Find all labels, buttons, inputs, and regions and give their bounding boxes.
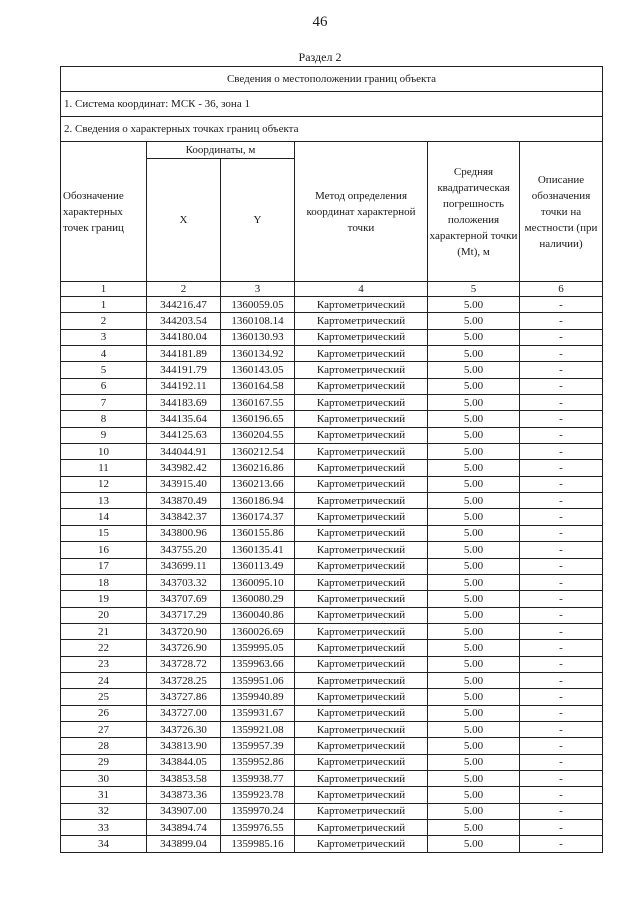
accuracy-cell: 5.00 <box>428 395 520 411</box>
description-cell: - <box>520 444 603 460</box>
header-accuracy: Средняя квадратическая погрешность положения характерной точки (Mt), м <box>428 142 520 282</box>
method-cell: Картометрический <box>295 411 428 427</box>
column-number: 6 <box>520 282 603 297</box>
description-cell: - <box>520 754 603 770</box>
method-cell: Картометрический <box>295 313 428 329</box>
coord-x-cell: 343842.37 <box>147 509 221 525</box>
method-cell: Картометрический <box>295 362 428 378</box>
coord-x-cell: 344180.04 <box>147 329 221 345</box>
coord-x-cell: 343853.58 <box>147 770 221 786</box>
table-row <box>61 427 603 443</box>
description-cell: - <box>520 509 603 525</box>
method-cell: Картометрический <box>295 558 428 574</box>
point-number-cell: 25 <box>61 689 147 705</box>
table-row <box>61 395 603 411</box>
method-cell: Картометрический <box>295 542 428 558</box>
method-cell: Картометрический <box>295 493 428 509</box>
coord-y-cell: 1360196.65 <box>221 411 295 427</box>
description-cell: - <box>520 721 603 737</box>
description-cell: - <box>520 329 603 345</box>
description-cell: - <box>520 803 603 819</box>
point-number-cell: 33 <box>61 820 147 836</box>
point-number-cell: 9 <box>61 427 147 443</box>
accuracy-cell: 5.00 <box>428 738 520 754</box>
coord-y-cell: 1360204.55 <box>221 427 295 443</box>
accuracy-cell: 5.00 <box>428 820 520 836</box>
method-cell: Картометрический <box>295 476 428 492</box>
coord-x-cell: 344183.69 <box>147 395 221 411</box>
coord-x-cell: 343873.36 <box>147 787 221 803</box>
table-row <box>61 689 603 705</box>
accuracy-cell: 5.00 <box>428 705 520 721</box>
table-row <box>61 607 603 623</box>
method-cell: Картометрический <box>295 378 428 394</box>
coord-y-cell: 1360134.92 <box>221 346 295 362</box>
method-cell: Картометрический <box>295 787 428 803</box>
coord-x-cell: 344216.47 <box>147 297 221 313</box>
method-cell: Картометрический <box>295 820 428 836</box>
coord-y-cell: 1360080.29 <box>221 591 295 607</box>
point-number-cell: 17 <box>61 558 147 574</box>
table-row <box>61 493 603 509</box>
table-row <box>61 770 603 786</box>
table-row <box>61 558 603 574</box>
description-cell: - <box>520 476 603 492</box>
column-number: 4 <box>295 282 428 297</box>
coord-x-cell: 343982.42 <box>147 460 221 476</box>
accuracy-cell: 5.00 <box>428 460 520 476</box>
point-number-cell: 30 <box>61 770 147 786</box>
coord-x-cell: 343727.00 <box>147 705 221 721</box>
point-number-cell: 7 <box>61 395 147 411</box>
method-cell: Картометрический <box>295 803 428 819</box>
accuracy-cell: 5.00 <box>428 493 520 509</box>
description-cell: - <box>520 346 603 362</box>
point-number-cell: 2 <box>61 313 147 329</box>
table-body <box>61 297 603 853</box>
method-cell: Картометрический <box>295 444 428 460</box>
point-number-cell: 10 <box>61 444 147 460</box>
accuracy-cell: 5.00 <box>428 329 520 345</box>
points-heading: 2. Сведения о характерных точках границ объекта <box>61 117 603 142</box>
coord-y-cell: 1359957.39 <box>221 738 295 754</box>
coord-y-cell: 1360212.54 <box>221 444 295 460</box>
accuracy-cell: 5.00 <box>428 640 520 656</box>
point-number-cell: 23 <box>61 656 147 672</box>
column-number: 1 <box>61 282 147 297</box>
coord-x-cell: 344135.64 <box>147 411 221 427</box>
table-row <box>61 444 603 460</box>
table-title: Сведения о местоположении границ объекта <box>61 67 603 92</box>
description-cell: - <box>520 820 603 836</box>
table-row <box>61 591 603 607</box>
description-cell: - <box>520 525 603 541</box>
table-row <box>61 542 603 558</box>
column-number: 2 <box>147 282 221 297</box>
point-number-cell: 6 <box>61 378 147 394</box>
coord-x-cell: 343699.11 <box>147 558 221 574</box>
table-row <box>61 362 603 378</box>
coord-y-cell: 1359923.78 <box>221 787 295 803</box>
point-number-cell: 3 <box>61 329 147 345</box>
point-number-cell: 20 <box>61 607 147 623</box>
coord-y-cell: 1360113.49 <box>221 558 295 574</box>
method-cell: Картометрический <box>295 640 428 656</box>
table-row <box>61 787 603 803</box>
accuracy-cell: 5.00 <box>428 476 520 492</box>
accuracy-cell: 5.00 <box>428 672 520 688</box>
point-number-cell: 31 <box>61 787 147 803</box>
coord-x-cell: 344125.63 <box>147 427 221 443</box>
accuracy-cell: 5.00 <box>428 754 520 770</box>
method-cell: Картометрический <box>295 836 428 852</box>
table-row <box>61 672 603 688</box>
description-cell: - <box>520 623 603 639</box>
coord-y-cell: 1360167.55 <box>221 395 295 411</box>
description-cell: - <box>520 411 603 427</box>
point-number-cell: 34 <box>61 836 147 852</box>
point-number-cell: 18 <box>61 574 147 590</box>
coord-x-cell: 343703.32 <box>147 574 221 590</box>
description-cell: - <box>520 460 603 476</box>
coord-y-cell: 1359976.55 <box>221 820 295 836</box>
table-row <box>61 509 603 525</box>
coord-y-cell: 1360130.93 <box>221 329 295 345</box>
accuracy-cell: 5.00 <box>428 297 520 313</box>
method-cell: Картометрический <box>295 689 428 705</box>
coord-x-cell: 343915.40 <box>147 476 221 492</box>
point-number-cell: 22 <box>61 640 147 656</box>
accuracy-cell: 5.00 <box>428 542 520 558</box>
accuracy-cell: 5.00 <box>428 803 520 819</box>
point-number-cell: 21 <box>61 623 147 639</box>
coord-y-cell: 1360164.58 <box>221 378 295 394</box>
coord-x-cell: 343728.72 <box>147 656 221 672</box>
point-number-cell: 5 <box>61 362 147 378</box>
header-coordinates: Координаты, м <box>147 142 295 159</box>
accuracy-cell: 5.00 <box>428 591 520 607</box>
table-row <box>61 721 603 737</box>
description-cell: - <box>520 689 603 705</box>
point-number-cell: 24 <box>61 672 147 688</box>
description-cell: - <box>520 493 603 509</box>
method-cell: Картометрический <box>295 329 428 345</box>
accuracy-cell: 5.00 <box>428 770 520 786</box>
coord-y-cell: 1360213.66 <box>221 476 295 492</box>
accuracy-cell: 5.00 <box>428 656 520 672</box>
coord-y-cell: 1359938.77 <box>221 770 295 786</box>
column-number-row <box>61 282 603 297</box>
coordinate-system: 1. Система координат: МСК - 36, зона 1 <box>61 92 603 117</box>
description-cell: - <box>520 591 603 607</box>
coord-x-cell: 344044.91 <box>147 444 221 460</box>
description-cell: - <box>520 362 603 378</box>
method-cell: Картометрический <box>295 297 428 313</box>
coord-x-cell: 343907.00 <box>147 803 221 819</box>
accuracy-cell: 5.00 <box>428 721 520 737</box>
point-number-cell: 12 <box>61 476 147 492</box>
coord-x-cell: 344192.11 <box>147 378 221 394</box>
coord-y-cell: 1359963.66 <box>221 656 295 672</box>
table-row <box>61 411 603 427</box>
coord-y-cell: 1359995.05 <box>221 640 295 656</box>
method-cell: Картометрический <box>295 509 428 525</box>
header-x: X <box>147 159 221 282</box>
accuracy-cell: 5.00 <box>428 607 520 623</box>
table-row <box>61 574 603 590</box>
description-cell: - <box>520 770 603 786</box>
table-row <box>61 836 603 852</box>
accuracy-cell: 5.00 <box>428 378 520 394</box>
point-number-cell: 8 <box>61 411 147 427</box>
coord-y-cell: 1360026.69 <box>221 623 295 639</box>
table-row <box>61 656 603 672</box>
coord-y-cell: 1360143.05 <box>221 362 295 378</box>
method-cell: Картометрический <box>295 346 428 362</box>
point-number-cell: 19 <box>61 591 147 607</box>
coord-y-cell: 1359985.16 <box>221 836 295 852</box>
table-row <box>61 313 603 329</box>
coord-x-cell: 343813.90 <box>147 738 221 754</box>
coord-x-cell: 343899.04 <box>147 836 221 852</box>
header-description: Описание обозначения точки на местности (при наличии) <box>520 142 603 282</box>
table-row <box>61 705 603 721</box>
description-cell: - <box>520 640 603 656</box>
table-row <box>61 820 603 836</box>
boundary-points-table <box>60 66 603 853</box>
point-number-cell: 14 <box>61 509 147 525</box>
method-cell: Картометрический <box>295 623 428 639</box>
description-cell: - <box>520 836 603 852</box>
method-cell: Картометрический <box>295 525 428 541</box>
point-number-cell: 32 <box>61 803 147 819</box>
coord-y-cell: 1359921.08 <box>221 721 295 737</box>
header-method: Метод определения координат характерной точки <box>295 142 428 282</box>
table-row <box>61 346 603 362</box>
coord-x-cell: 343728.25 <box>147 672 221 688</box>
coord-y-cell: 1360095.10 <box>221 574 295 590</box>
page-number: 46 <box>312 14 328 30</box>
accuracy-cell: 5.00 <box>428 525 520 541</box>
accuracy-cell: 5.00 <box>428 623 520 639</box>
coord-x-cell: 344181.89 <box>147 346 221 362</box>
table-row <box>61 738 603 754</box>
method-cell: Картометрический <box>295 591 428 607</box>
coord-x-cell: 343726.90 <box>147 640 221 656</box>
coord-x-cell: 343870.49 <box>147 493 221 509</box>
accuracy-cell: 5.00 <box>428 509 520 525</box>
accuracy-cell: 5.00 <box>428 574 520 590</box>
table-row <box>61 754 603 770</box>
header-designation: Обозначение характерных точек границ <box>61 142 147 282</box>
accuracy-cell: 5.00 <box>428 689 520 705</box>
description-cell: - <box>520 738 603 754</box>
method-cell: Картометрический <box>295 770 428 786</box>
method-cell: Картометрический <box>295 705 428 721</box>
coord-x-cell: 343800.96 <box>147 525 221 541</box>
point-number-cell: 4 <box>61 346 147 362</box>
method-cell: Картометрический <box>295 607 428 623</box>
method-cell: Картометрический <box>295 460 428 476</box>
accuracy-cell: 5.00 <box>428 787 520 803</box>
column-number: 5 <box>428 282 520 297</box>
description-cell: - <box>520 378 603 394</box>
coord-y-cell: 1360174.37 <box>221 509 295 525</box>
table-row <box>61 378 603 394</box>
coord-x-cell: 343707.69 <box>147 591 221 607</box>
coord-x-cell: 344203.54 <box>147 313 221 329</box>
coord-y-cell: 1360186.94 <box>221 493 295 509</box>
accuracy-cell: 5.00 <box>428 427 520 443</box>
coord-x-cell: 343727.86 <box>147 689 221 705</box>
method-cell: Картометрический <box>295 738 428 754</box>
accuracy-cell: 5.00 <box>428 444 520 460</box>
coord-y-cell: 1360059.05 <box>221 297 295 313</box>
description-cell: - <box>520 787 603 803</box>
description-cell: - <box>520 313 603 329</box>
table-row <box>61 803 603 819</box>
coord-x-cell: 343726.30 <box>147 721 221 737</box>
description-cell: - <box>520 705 603 721</box>
accuracy-cell: 5.00 <box>428 558 520 574</box>
point-number-cell: 16 <box>61 542 147 558</box>
coord-x-cell: 343717.29 <box>147 607 221 623</box>
method-cell: Картометрический <box>295 721 428 737</box>
method-cell: Картометрический <box>295 427 428 443</box>
column-number: 3 <box>221 282 295 297</box>
section-title: Раздел 2 <box>298 50 342 64</box>
coord-y-cell: 1360216.86 <box>221 460 295 476</box>
point-number-cell: 11 <box>61 460 147 476</box>
coord-x-cell: 343755.20 <box>147 542 221 558</box>
coord-y-cell: 1359931.67 <box>221 705 295 721</box>
description-cell: - <box>520 558 603 574</box>
description-cell: - <box>520 542 603 558</box>
description-cell: - <box>520 607 603 623</box>
table-row <box>61 460 603 476</box>
table-row <box>61 329 603 345</box>
coord-y-cell: 1360135.41 <box>221 542 295 558</box>
point-number-cell: 29 <box>61 754 147 770</box>
description-cell: - <box>520 656 603 672</box>
coord-y-cell: 1360108.14 <box>221 313 295 329</box>
accuracy-cell: 5.00 <box>428 313 520 329</box>
coord-x-cell: 343720.90 <box>147 623 221 639</box>
table-row <box>61 297 603 313</box>
point-number-cell: 1 <box>61 297 147 313</box>
coord-y-cell: 1359951.06 <box>221 672 295 688</box>
point-number-cell: 26 <box>61 705 147 721</box>
coord-y-cell: 1359952.86 <box>221 754 295 770</box>
table-row <box>61 623 603 639</box>
coord-x-cell: 343844.05 <box>147 754 221 770</box>
method-cell: Картометрический <box>295 656 428 672</box>
coord-y-cell: 1359970.24 <box>221 803 295 819</box>
coord-y-cell: 1359940.89 <box>221 689 295 705</box>
header-y: Y <box>221 159 295 282</box>
description-cell: - <box>520 297 603 313</box>
method-cell: Картометрический <box>295 395 428 411</box>
table-row <box>61 640 603 656</box>
method-cell: Картометрический <box>295 672 428 688</box>
description-cell: - <box>520 395 603 411</box>
coord-y-cell: 1360155.86 <box>221 525 295 541</box>
table-row <box>61 476 603 492</box>
accuracy-cell: 5.00 <box>428 411 520 427</box>
point-number-cell: 15 <box>61 525 147 541</box>
point-number-cell: 13 <box>61 493 147 509</box>
accuracy-cell: 5.00 <box>428 346 520 362</box>
method-cell: Картометрический <box>295 574 428 590</box>
table-row <box>61 525 603 541</box>
description-cell: - <box>520 574 603 590</box>
description-cell: - <box>520 427 603 443</box>
point-number-cell: 28 <box>61 738 147 754</box>
method-cell: Картометрический <box>295 754 428 770</box>
coord-y-cell: 1360040.86 <box>221 607 295 623</box>
description-cell: - <box>520 672 603 688</box>
point-number-cell: 27 <box>61 721 147 737</box>
coord-x-cell: 343894.74 <box>147 820 221 836</box>
accuracy-cell: 5.00 <box>428 836 520 852</box>
accuracy-cell: 5.00 <box>428 362 520 378</box>
coord-x-cell: 344191.79 <box>147 362 221 378</box>
